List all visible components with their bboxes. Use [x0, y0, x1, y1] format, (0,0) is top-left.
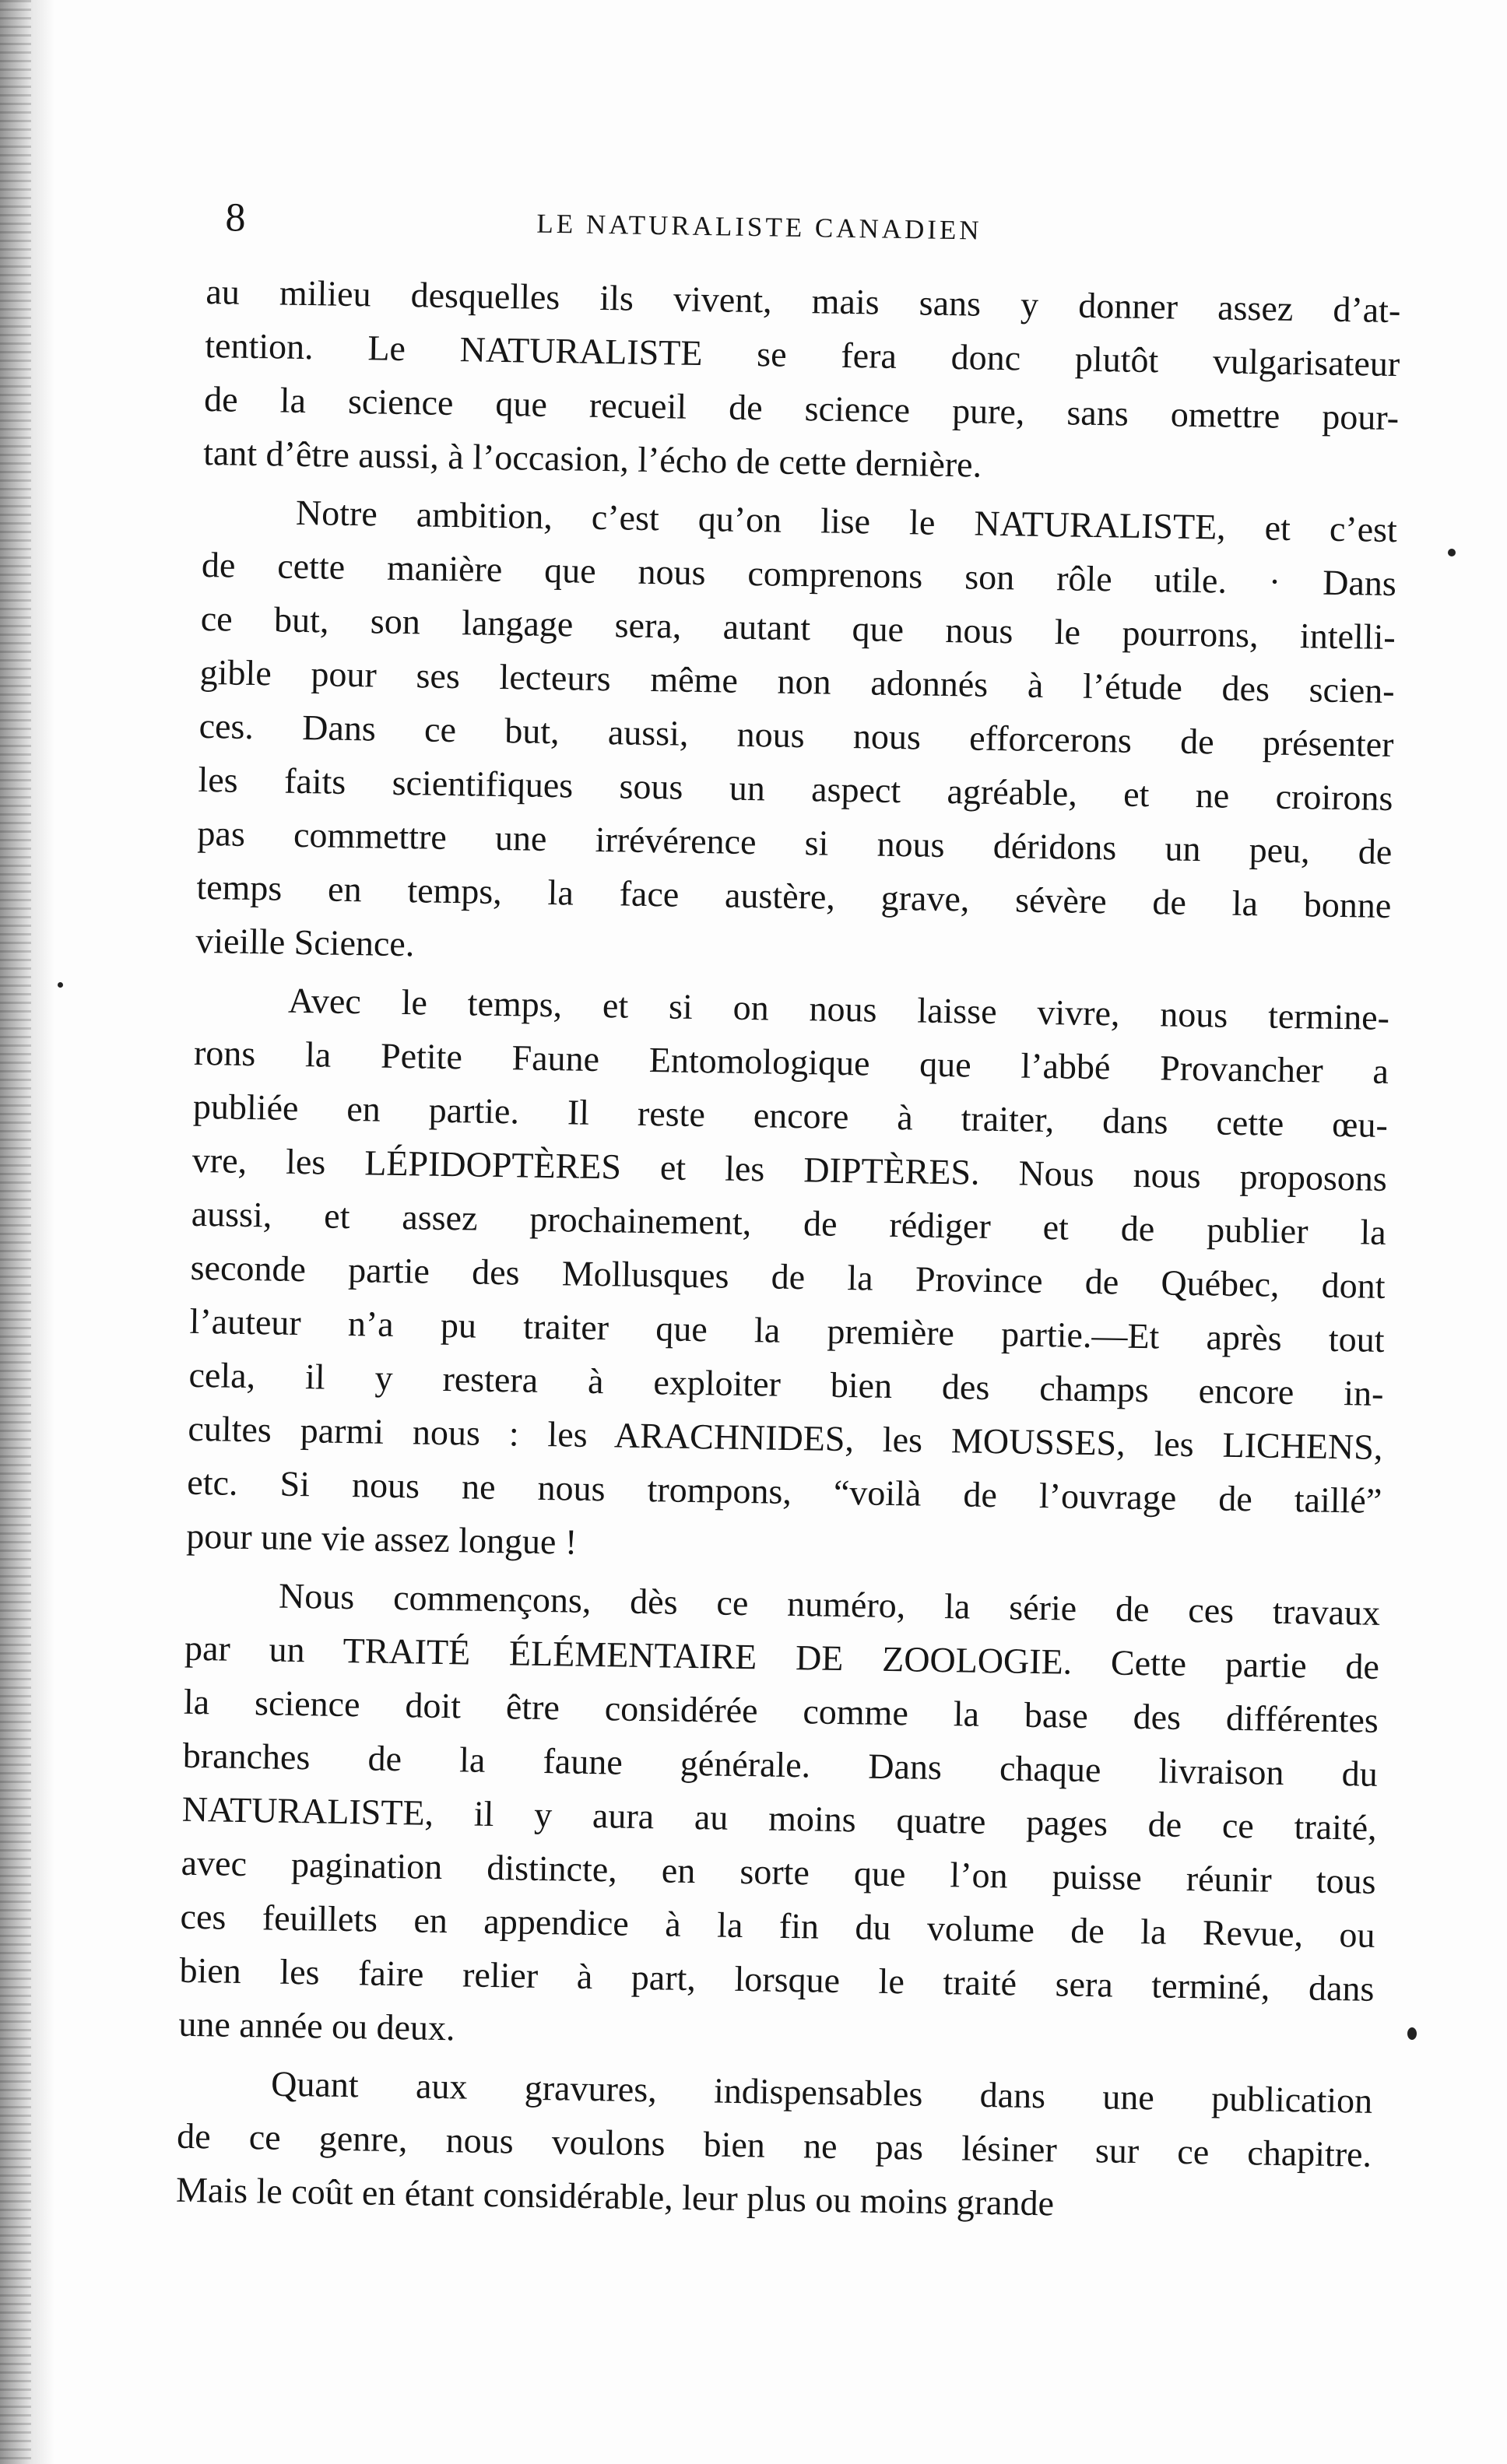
text-line: Notre ambition, c’est qu’on lise le NATURALISTE, et c’est — [295, 492, 1398, 550]
text-line: de cette manière que nous comprenons son rôle utile. · Dans — [201, 544, 1397, 604]
text-line: ces feuillets en appendice à la fin du volume de la Revue, ou — [180, 1896, 1375, 1955]
text-line: vieille Science. — [195, 920, 415, 964]
text-line: avec pagination distincte, en sorte que l’on puisse réunir tous — [181, 1842, 1376, 1901]
text-line: temps en temps, la face austère, grave, sévère de la bonne — [196, 866, 1392, 926]
paragraph — [203, 265, 1401, 498]
ink-speck — [1448, 549, 1456, 556]
text-line: rons la Petite Faune Entomologique que l’abbé Provancher a — [193, 1032, 1389, 1091]
paragraph — [195, 484, 1398, 986]
text-line: l’auteur n’a pu traiter que la première partie.—Et après tout — [189, 1300, 1385, 1360]
text-line: une année ou deux. — [178, 2003, 455, 2048]
text-line: les faits scientifiques sous un aspect agréable, et ne croirons — [198, 759, 1393, 819]
paragraph — [176, 2055, 1373, 2235]
ink-speck — [58, 982, 63, 988]
text-line: gible pour ses lecteurs même non adonnés à l’étude des scien- — [199, 651, 1395, 711]
text-line: publiée en partie. Il reste encore à traiter, dans cette œu- — [192, 1086, 1389, 1145]
text-line: tention. Le NATURALISTE se fera donc plutôt vulgarisateur — [204, 325, 1400, 384]
text-line: bien les faire relier à part, lorsque le traité sera terminé, dans — [179, 1950, 1375, 2009]
text-line: cultes parmi nous : les ARACHNIDES, les MOUSSES, les LICHENS, — [188, 1408, 1383, 1467]
text-line: la science doit être considérée comme la base des différentes — [183, 1681, 1379, 1740]
text-line: ces. Dans ce but, aussi, nous nous efforcerons de présenter — [198, 705, 1394, 765]
page-number: 8 — [225, 195, 246, 240]
text-line: cela, il y restera à exploiter bien des champs encore in- — [188, 1354, 1384, 1413]
text-line: branches de la faune générale. Dans chaque livraison du — [182, 1735, 1379, 1794]
text-line: etc. Si nous ne nous trompons, “voilà de l’ouvrage de taillé” — [187, 1462, 1382, 1521]
text-line: de ce genre, nous voulons bien ne pas lésiner sur ce chapitre. — [176, 2115, 1372, 2174]
text-line: par un TRAITÉ ÉLÉMENTAIRE DE ZOOLOGIE. Cette partie de — [184, 1627, 1380, 1687]
text-line: ce but, son langage sera, autant que nous le pourrons, intelli- — [200, 598, 1396, 658]
body-text — [176, 265, 1401, 2235]
page-header — [209, 195, 1409, 260]
text-line: seconde partie des Mollusques de la Province de Québec, dont — [190, 1247, 1386, 1306]
text-line: NATURALISTE, il y aura au moins quatre pages de ce traité, — [181, 1788, 1378, 1848]
page-spine-speckle — [0, 0, 31, 2464]
running-title: LE NATURALISTE CANADIEN — [536, 208, 982, 246]
text-line: Mais le coût en étant considérable, leur plus ou moins grande — [175, 2169, 1055, 2224]
text-line: aussi, et assez prochainement, de rédiger et de publier la — [191, 1193, 1387, 1252]
paragraph — [178, 1567, 1381, 2069]
text-line: vre, les LÉPIDOPTÈRES et les DIPTÈRES. Nous nous proposons — [191, 1139, 1388, 1199]
text-line: de la science que recueil de science pure, sans omettre pour- — [203, 378, 1400, 438]
paragraph — [186, 972, 1390, 1581]
ink-speck — [1407, 2027, 1417, 2040]
text-line: Quant aux gravures, indispensables dans une publication — [270, 2063, 1373, 2121]
text-line: pour une vie assez longue ! — [185, 1515, 578, 1562]
text-line: pas commettre une irrévérence si nous déridons un peu, de — [197, 813, 1393, 872]
text-line: Nous commençons, dès ce numéro, la série de ces travaux — [278, 1575, 1381, 1633]
text-line: Avec le temps, et si on nous laisse vivre, nous termine- — [287, 980, 1390, 1037]
text-line: tant d’être aussi, à l’occasion, l’écho de cette dernière. — [202, 432, 982, 485]
text-line: au milieu desquelles ils vivent, mais sans y donner assez d’at- — [206, 271, 1401, 331]
